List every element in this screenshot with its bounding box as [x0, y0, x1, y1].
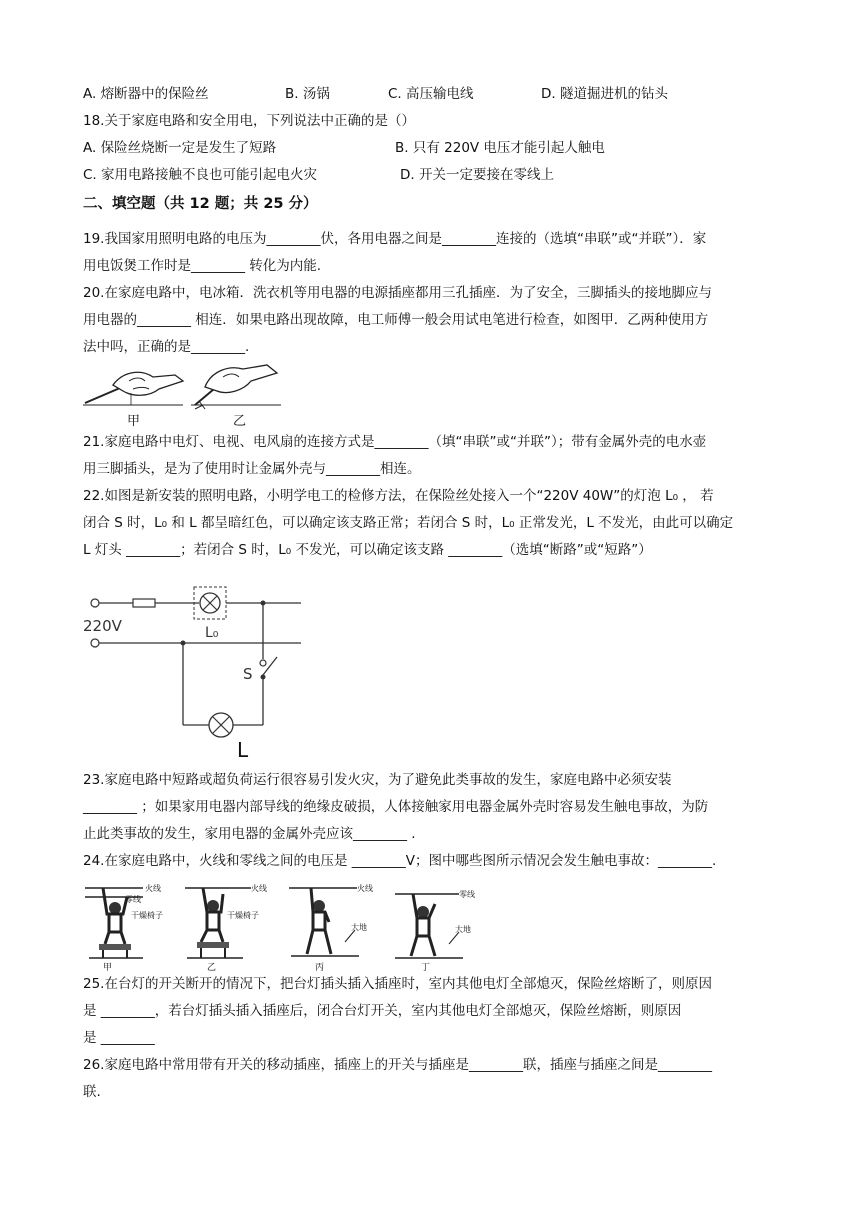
label-chair-1: 干燥椅子 [131, 911, 163, 920]
label-ground-4: 大地 [455, 925, 471, 934]
q19-line2: 用电饭煲工作时是________ 转化为内能. [83, 258, 322, 274]
section-title: 二、填空题（共 12 题；共 25 分） [83, 196, 318, 212]
circuit-diagram [83, 579, 313, 769]
q23-line2: ________ ；如果家用电器内部导线的绝缘皮破损，人体接触家用电器金属外壳时容易发生触电事故，为防 [83, 799, 709, 815]
q18-options-row2 [83, 165, 780, 187]
circuit-l0-label: L₀ [205, 625, 219, 641]
scenario-yi [185, 888, 251, 958]
label-neutral-4: 零线 [459, 890, 475, 899]
q17-options [83, 84, 780, 106]
scenario-label-bing: 丙 [315, 963, 325, 972]
q18-option-d: D. 开关一定要接在零线上 [400, 167, 554, 183]
fig-label-jia: 甲 [127, 414, 141, 429]
q18-option-c: C. 家用电路接触不良也可能引起电火灾 [83, 167, 318, 183]
q20-line3: 法中吗，正确的是________. [83, 339, 250, 355]
q19-line1: 19.我国家用照明电路的电压为________伏，各用电器之间是________连接的（选填“串联”或“并联”）．家 [83, 231, 707, 247]
q17-option-b: B. 汤锅 [285, 86, 330, 102]
label-live-1: 火线 [145, 884, 161, 893]
scenario-label-jia: 甲 [103, 963, 113, 972]
label-live-2: 火线 [251, 884, 267, 893]
q22-line3: L 灯头 ________；若闭合 S 时，L₀ 不发光，可以确定该支路 ________（选填“断路”或“短路”） [83, 542, 652, 558]
circuit-s-label: S [243, 665, 253, 683]
q21-line1: 21.家庭电路中电灯、电视、电风扇的连接方式是________（填“串联”或“并联”）；带有金属外壳的电水壶 [83, 434, 707, 450]
scenario-ding [395, 894, 463, 958]
q25-line3: 是 ________ [83, 1030, 155, 1046]
label-live-3: 火线 [357, 884, 373, 893]
q25-line1: 25.在台灯的开关断开的情况下，把台灯插头插入插座时，室内其他电灯全部熄灭，保险丝熔断了，则原因 [83, 976, 712, 992]
scenario-label-yi: 乙 [207, 963, 217, 972]
circuit-l-label: L [237, 738, 249, 762]
fig-label-yi: 乙 [233, 414, 247, 429]
test-pen-figure-jia [83, 372, 183, 405]
q17-option-a: A. 熔断器中的保险丝 [83, 86, 209, 102]
label-chair-2: 干燥椅子 [227, 911, 259, 920]
q18-stem: 18.关于家庭电路和安全用电，下列说法中正确的是（） [83, 113, 415, 129]
scenario-bing [289, 888, 359, 956]
electric-shock-figure [83, 880, 483, 972]
q17-option-d: D. 隧道掘进机的钻头 [541, 86, 668, 102]
test-pen-figure [83, 359, 283, 429]
q26-line1: 26.家庭电路中常用带有开关的移动插座，插座上的开关与插座是________联，插座与插座之间是________ [83, 1057, 712, 1073]
test-pen-figure-yi [191, 365, 281, 409]
q18-option-a: A. 保险丝烧断一定是发生了短路 [83, 140, 277, 156]
switch-s [263, 657, 277, 675]
scenario-label-ding: 丁 [421, 963, 431, 972]
q17-option-c: C. 高压输电线 [388, 86, 474, 102]
circuit-voltage-label: 220V [83, 617, 122, 635]
q21-line2: 用三脚插头，是为了使用时让金属外壳与________相连。 [83, 461, 421, 477]
label-ground-3: 大地 [351, 923, 367, 932]
label-neutral-1: 零线 [125, 895, 141, 904]
q23-line1: 23.家庭电路中短路或超负荷运行很容易引发火灾，为了避免此类事故的发生，家庭电路中必须安装 [83, 772, 672, 788]
q23-line3: 止此类事故的发生，家用电器的金属外壳应该________ . [83, 826, 416, 842]
q22-line2: 闭合 S 时，L₀ 和 L 都呈暗红色，可以确定该支路正常；若闭合 S 时，L₀ 正常发光，L 不发光，由此可以确定 [83, 515, 734, 531]
q18-option-b: B. 只有 220V 电压才能引起人触电 [395, 140, 605, 156]
q20-line1: 20.在家庭电路中，电冰箱．洗衣机等用电器的电源插座都用三孔插座．为了安全，三脚插头的接地脚应与 [83, 285, 712, 301]
q24-line1: 24.在家庭电路中，火线和零线之间的电压是 ________V；图中哪些图所示情况会发生触电事故：________. [83, 853, 717, 869]
q20-line2: 用电器的________ 相连．如果电路出现故障，电工师傅一般会用试电笔进行检查，如图甲．乙两种使用方 [83, 312, 709, 328]
q26-line2: 联. [83, 1084, 101, 1100]
q22-line1: 22.如图是新安装的照明电路，小明学电工的检修方法，在保险丝处接入一个“220V 40W”的灯泡 L₀ ， 若 [83, 488, 714, 504]
q18-options-row1 [83, 138, 780, 160]
q25-line2: 是 ________，若台灯插头插入插座后，闭合台灯开关，室内其他电灯全部熄灭，保险丝熔断，则原因 [83, 1003, 682, 1019]
fuse [133, 599, 155, 607]
